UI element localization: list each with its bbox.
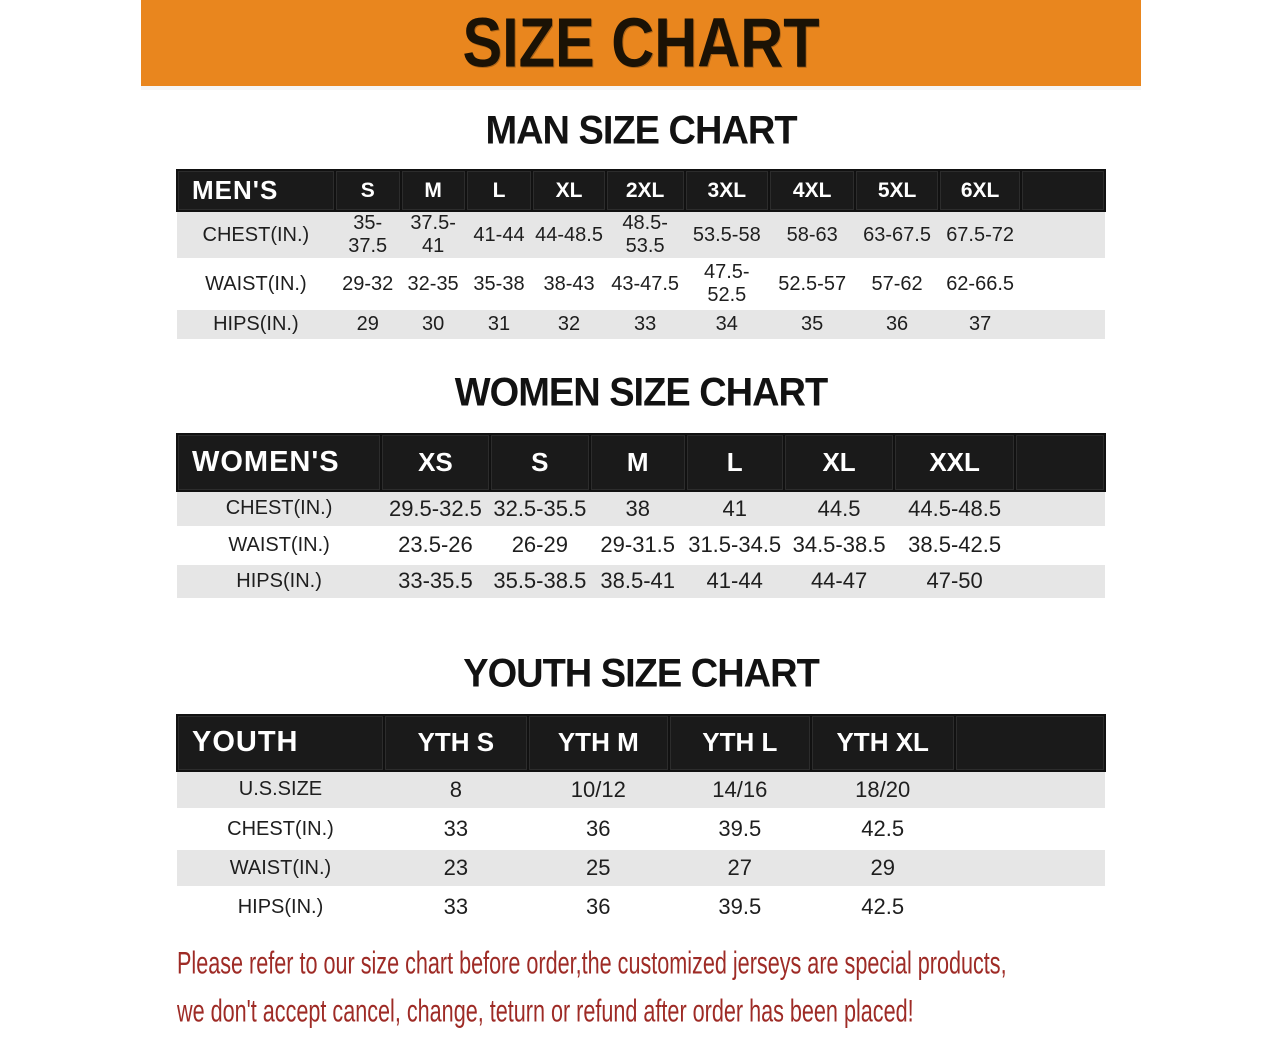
measure-value-cell: 29	[335, 309, 401, 341]
men-size-table	[176, 169, 1106, 342]
size-column-header: S	[490, 434, 590, 491]
size-column-header: XS	[381, 434, 490, 491]
size-column-header: S	[335, 170, 401, 211]
youth-header-row	[177, 715, 1105, 771]
row-filler-cell	[1021, 211, 1105, 260]
measure-value-cell: 38.5-42.5	[894, 527, 1015, 563]
measure-value-cell: 35.5-38.5	[490, 563, 590, 599]
measure-value-cell: 10/12	[528, 771, 669, 810]
size-chart-page	[141, 0, 1141, 1029]
measure-value-cell: 35-38	[466, 260, 533, 309]
men-size-chart-section	[141, 110, 1141, 342]
row-filler-cell	[955, 810, 1105, 849]
measure-value-cell: 57-62	[855, 260, 939, 309]
table-row	[177, 491, 1105, 527]
table-row	[177, 849, 1105, 888]
measure-value-cell: 44-48.5	[532, 211, 605, 260]
youth-size-chart-section	[141, 653, 1141, 929]
youth-size-table	[176, 714, 1106, 929]
size-column-header: 6XL	[939, 170, 1022, 211]
men-chart-title: MAN SIZE CHART	[485, 108, 797, 154]
measure-value-cell: 48.5-53.5	[606, 211, 685, 260]
measure-value-cell: 35-37.5	[335, 211, 401, 260]
measure-row-label: CHEST(IN.)	[177, 211, 335, 260]
measure-value-cell: 18/20	[811, 771, 955, 810]
measure-row-label: U.S.SIZE	[177, 771, 384, 810]
table-row	[177, 888, 1105, 927]
size-column-header: 5XL	[855, 170, 939, 211]
size-column-header: XL	[784, 434, 894, 491]
table-row	[177, 771, 1105, 810]
measure-row-label: WAIST(IN.)	[177, 849, 384, 888]
row-filler-cell	[955, 849, 1105, 888]
measure-value-cell: 37.5-41	[401, 211, 466, 260]
row-filler-cell	[955, 771, 1105, 810]
measure-value-cell: 36	[528, 810, 669, 849]
measure-value-cell: 36	[528, 888, 669, 927]
men-group-label: MEN'S	[177, 170, 335, 211]
women-group-label: WOMEN'S	[177, 434, 381, 491]
measure-value-cell: 35	[769, 309, 855, 341]
measure-value-cell: 33	[384, 810, 528, 849]
measure-value-cell: 63-67.5	[855, 211, 939, 260]
row-filler-cell	[1021, 260, 1105, 309]
header-filler-cell	[1015, 434, 1105, 491]
measure-value-cell: 41-44	[466, 211, 533, 260]
measure-value-cell: 32.5-35.5	[490, 491, 590, 527]
women-size-table	[176, 433, 1106, 601]
measure-value-cell: 41-44	[686, 563, 784, 599]
measure-value-cell: 62-66.5	[939, 260, 1022, 309]
men-header-row	[177, 170, 1105, 211]
size-column-header: YTH S	[384, 715, 528, 771]
measure-row-label: CHEST(IN.)	[177, 810, 384, 849]
measure-value-cell: 44.5-48.5	[894, 491, 1015, 527]
measure-value-cell: 41	[686, 491, 784, 527]
measure-value-cell: 33-35.5	[381, 563, 490, 599]
header-filler-cell	[955, 715, 1105, 771]
measure-value-cell: 31.5-34.5	[686, 527, 784, 563]
measure-value-cell: 53.5-58	[685, 211, 769, 260]
measure-value-cell: 30	[401, 309, 466, 341]
size-column-header: L	[466, 170, 533, 211]
size-column-header: XXL	[894, 434, 1015, 491]
measure-value-cell: 27	[669, 849, 811, 888]
row-filler-cell	[1015, 491, 1105, 527]
measure-value-cell: 44.5	[784, 491, 894, 527]
measure-value-cell: 33	[606, 309, 685, 341]
measure-row-label: HIPS(IN.)	[177, 888, 384, 927]
table-row	[177, 563, 1105, 599]
measure-value-cell: 31	[466, 309, 533, 341]
measure-value-cell: 8	[384, 771, 528, 810]
measure-value-cell: 44-47	[784, 563, 894, 599]
measure-value-cell: 43-47.5	[606, 260, 685, 309]
measure-value-cell: 38-43	[532, 260, 605, 309]
size-column-header: YTH XL	[811, 715, 955, 771]
measure-value-cell: 14/16	[669, 771, 811, 810]
footer-line-1: Please refer to our size chart before order,the customized jerseys are special products,	[177, 946, 1007, 981]
measure-row-label: WAIST(IN.)	[177, 527, 381, 563]
size-column-header: 3XL	[685, 170, 769, 211]
measure-value-cell: 29-31.5	[590, 527, 686, 563]
measure-value-cell: 39.5	[669, 810, 811, 849]
measure-value-cell: 67.5-72	[939, 211, 1022, 260]
measure-value-cell: 23.5-26	[381, 527, 490, 563]
table-row	[177, 260, 1105, 309]
measure-row-label: HIPS(IN.)	[177, 309, 335, 341]
size-column-header: YTH L	[669, 715, 811, 771]
banner	[141, 0, 1141, 90]
table-row	[177, 810, 1105, 849]
size-column-header: YTH M	[528, 715, 669, 771]
footer-line-2: we don't accept cancel, change, teturn or refund after order has been placed!	[177, 994, 914, 1029]
measure-value-cell: 42.5	[811, 810, 955, 849]
row-filler-cell	[1015, 563, 1105, 599]
measure-value-cell: 47.5-52.5	[685, 260, 769, 309]
measure-value-cell: 23	[384, 849, 528, 888]
measure-value-cell: 58-63	[769, 211, 855, 260]
measure-value-cell: 39.5	[669, 888, 811, 927]
measure-value-cell: 32	[532, 309, 605, 341]
measure-value-cell: 37	[939, 309, 1022, 341]
row-filler-cell	[955, 888, 1105, 927]
measure-value-cell: 29-32	[335, 260, 401, 309]
measure-value-cell: 26-29	[490, 527, 590, 563]
size-column-header: 2XL	[606, 170, 685, 211]
measure-value-cell: 29	[811, 849, 955, 888]
row-filler-cell	[1015, 527, 1105, 563]
page-title: SIZE CHART	[462, 4, 820, 82]
measure-value-cell: 38	[590, 491, 686, 527]
measure-value-cell: 42.5	[811, 888, 955, 927]
table-row	[177, 211, 1105, 260]
measure-value-cell: 38.5-41	[590, 563, 686, 599]
measure-row-label: WAIST(IN.)	[177, 260, 335, 309]
measure-value-cell: 33	[384, 888, 528, 927]
measure-value-cell: 25	[528, 849, 669, 888]
size-column-header: L	[686, 434, 784, 491]
youth-group-label: YOUTH	[177, 715, 384, 771]
youth-chart-title: YOUTH SIZE CHART	[463, 651, 819, 696]
measure-value-cell: 29.5-32.5	[381, 491, 490, 527]
women-header-row	[177, 434, 1105, 491]
size-column-header: 4XL	[769, 170, 855, 211]
row-filler-cell	[1021, 309, 1105, 341]
header-filler-cell	[1021, 170, 1105, 211]
measure-value-cell: 36	[855, 309, 939, 341]
table-row	[177, 527, 1105, 563]
size-column-header: XL	[532, 170, 605, 211]
women-size-chart-section	[141, 372, 1141, 601]
size-chart-sections	[141, 110, 1141, 928]
women-chart-title: WOMEN SIZE CHART	[454, 370, 828, 416]
measure-value-cell: 34.5-38.5	[784, 527, 894, 563]
measure-value-cell: 47-50	[894, 563, 1015, 599]
table-row	[177, 309, 1105, 341]
measure-value-cell: 52.5-57	[769, 260, 855, 309]
measure-value-cell: 34	[685, 309, 769, 341]
measure-row-label: CHEST(IN.)	[177, 491, 381, 527]
measure-row-label: HIPS(IN.)	[177, 563, 381, 599]
measure-value-cell: 32-35	[401, 260, 466, 309]
size-column-header: M	[401, 170, 466, 211]
footer-note	[177, 942, 1141, 1038]
size-column-header: M	[590, 434, 686, 491]
